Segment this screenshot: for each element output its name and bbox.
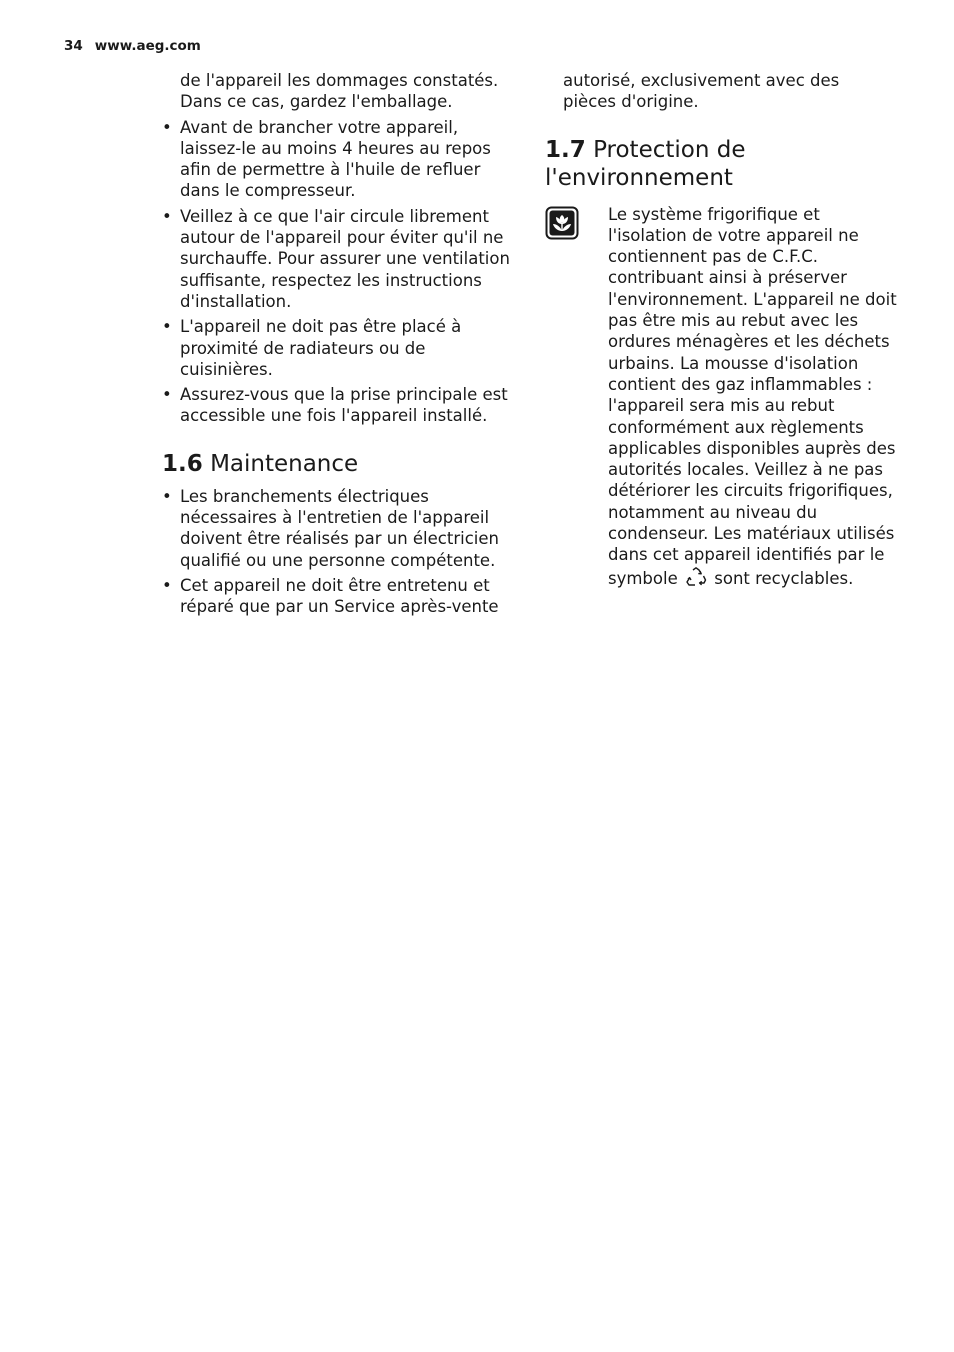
right-column bbox=[545, 70, 897, 589]
continued-paragraph: autorisé, exclusivement avec des pièces d'origine. bbox=[563, 71, 840, 112]
page-number: 34 bbox=[64, 38, 83, 54]
environment-paragraph bbox=[608, 204, 897, 589]
continued-paragraph: de l'appareil les dommages constatés. Dans ce cas, gardez l'emballage. bbox=[180, 71, 499, 112]
section-title: Maintenance bbox=[210, 450, 359, 477]
environment-text-end: sont recyclables. bbox=[714, 568, 854, 588]
section-heading-maintenance bbox=[162, 450, 518, 478]
maintenance-bullet-list bbox=[162, 486, 518, 618]
website-url[interactable]: www.aeg.com bbox=[94, 38, 201, 54]
list-item: • Assurez-vous que la prise principale est accessible une fois l'appareil installé. bbox=[162, 384, 518, 427]
list-item: • L'appareil ne doit pas être placé à proximité de radiateurs ou de cuisinières. bbox=[162, 316, 518, 380]
section-title: Protection de l'environnement bbox=[545, 136, 746, 191]
recycle-icon bbox=[685, 566, 707, 588]
list-item: • Cet appareil ne doit être entretenu et réparé que par un Service après-vente bbox=[162, 575, 518, 618]
list-item: • Veillez à ce que l'air circule librement autour de l'appareil pour éviter qu'il ne surchauffe. Pour assurer une ventilation suffisante, respectez les instructions d'installation. bbox=[162, 206, 518, 312]
section-number: 1.7 bbox=[545, 136, 586, 163]
section-number: 1.6 bbox=[162, 450, 203, 477]
list-item: • Avant de brancher votre appareil, laissez-le au moins 4 heures au repos afin de permettre à l'huile de refluer dans le compresseur. bbox=[162, 117, 518, 202]
section-heading-environment bbox=[545, 136, 897, 192]
environment-text: Le système frigorifique et l'isolation de votre appareil ne contiennent pas de C.F.C. contribuant ainsi à préserver l'environnement. L'appareil ne doit pas être mis au rebut avec les ordures ménagères et les déchets urbains. La mousse d'isolation contient des gaz inflammables : l'appareil sera mis au rebut conformément aux règlements applicables disponibles auprès des autorités locales. Veillez à ne pas détériorer les circuits frigorifiques, notamment au niveau du condenseur. Les matériaux utilisés dans cet appareil identifiés par le symbole bbox=[608, 204, 897, 588]
environment-flower-icon bbox=[545, 206, 579, 240]
page-header bbox=[64, 38, 201, 54]
left-column bbox=[162, 70, 518, 618]
installation-bullet-list bbox=[162, 117, 518, 427]
environment-block bbox=[545, 204, 897, 589]
list-item: • Les branchements électriques nécessaires à l'entretien de l'appareil doivent être réalisés par un électricien qualifié ou une personne compétente. bbox=[162, 486, 518, 571]
